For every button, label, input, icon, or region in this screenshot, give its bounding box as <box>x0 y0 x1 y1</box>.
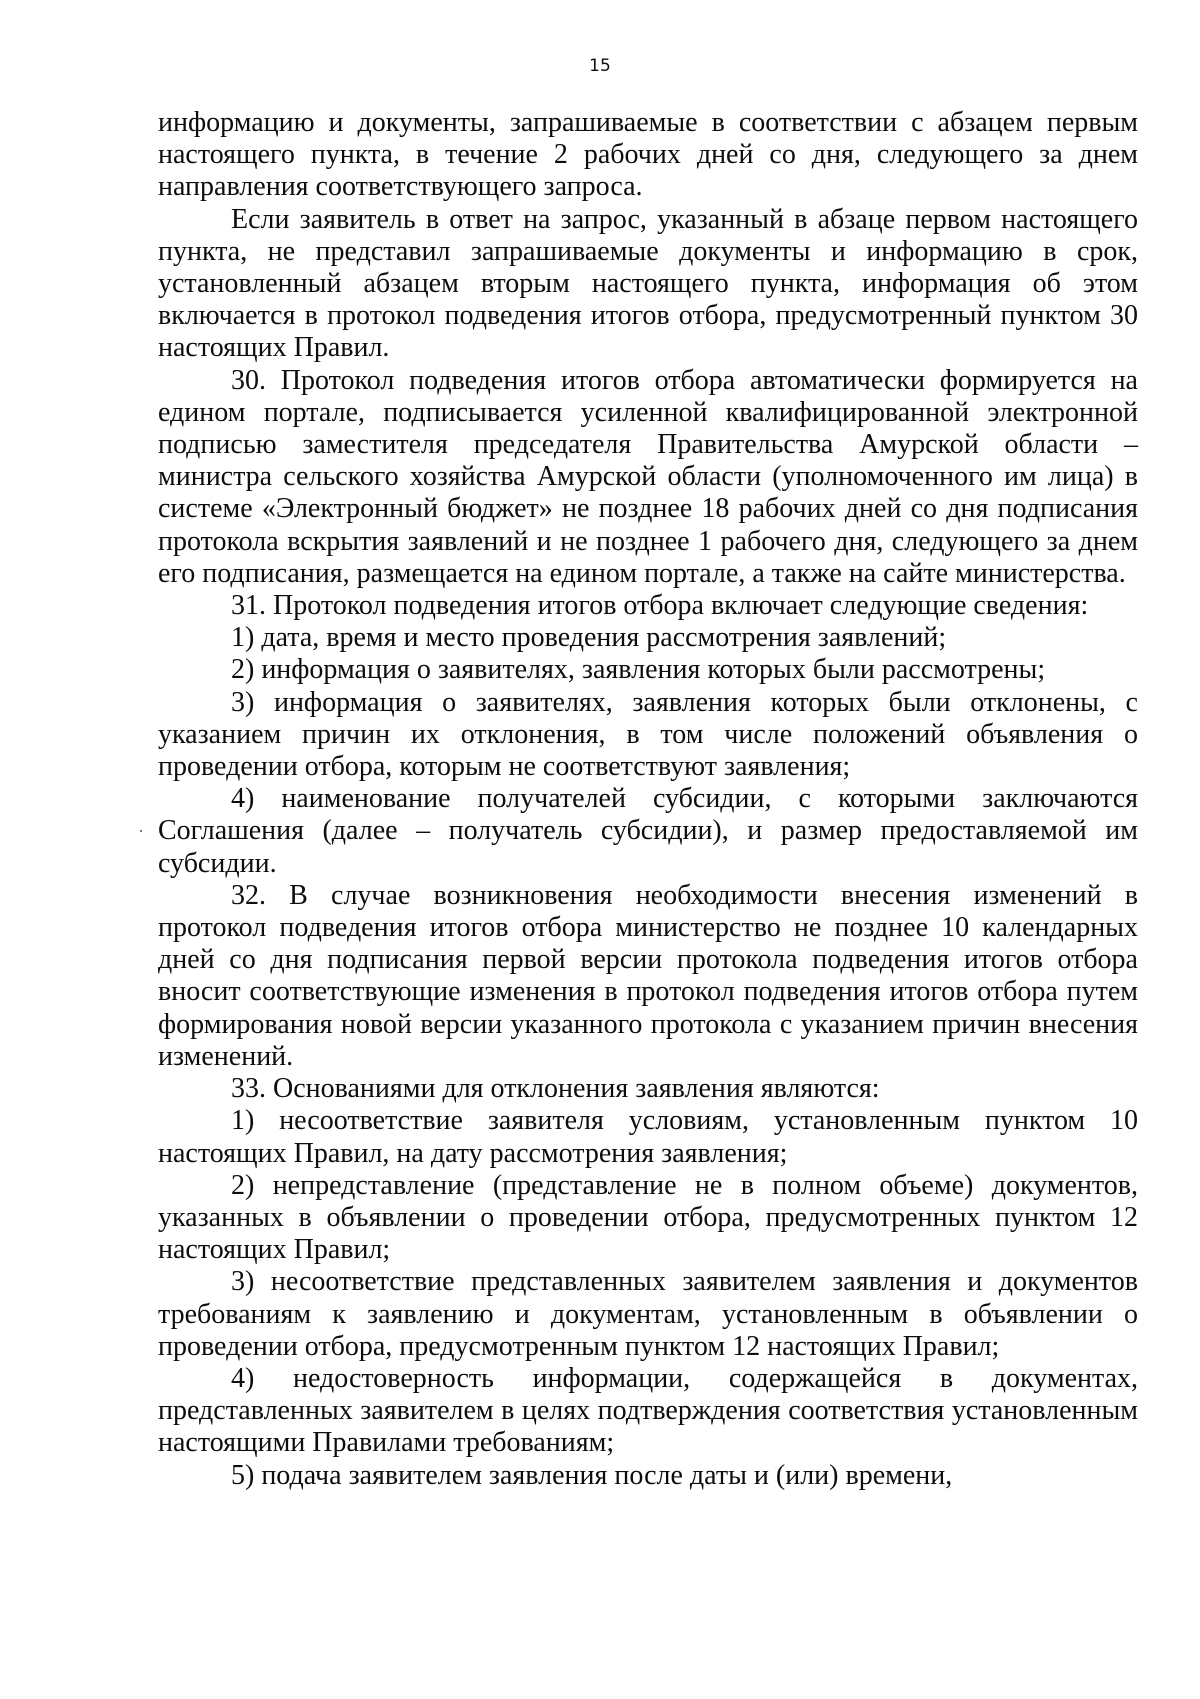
paragraph: Если заявитель в ответ на запрос, указанный в абзаце первом настоящего пункта, не представил запрашиваемые документы и информацию в срок, установленный абзацем вторым настоящего пункта, информация об этом включается в протокол подведения итогов отбора, предусмотренный пунктом 30 настоящих Правил. <box>158 203 1138 364</box>
paragraph-item-31: 31. Протокол подведения итогов отбора включает следующие сведения: <box>231 590 1089 622</box>
paragraph-item-33: 33. Основаниями для отклонения заявления являются: <box>231 1073 880 1105</box>
paragraph-subitem: 2) непредставление (представление не в полном объеме) документов, указанных в объявлении о проведении отбора, предусмотренных пунктом 12 настоящих Правил; <box>158 1169 1138 1266</box>
paragraph-item-32: 32. В случае возникновения необходимости внесения изменений в протокол подведения итогов отбора министерство не позднее 10 календарных дней со дня подписания первой версии протокола подведения итогов отбора вносит соответствующие изменения в протокол подведения итогов отбора путем формирования новой версии указанного протокола с указанием причин внесения изменений. <box>158 879 1138 1072</box>
paragraph-subitem: 1) дата, время и место проведения рассмотрения заявлений; <box>231 622 947 654</box>
paragraph-subitem: 3) несоответствие представленных заявителем заявления и документов требованиям к заявлению и документам, установленным в объявлении о проведении отбора, предусмотренным пунктом 12 настоящих Правил; <box>158 1266 1138 1362</box>
page-number: 15 <box>589 56 611 76</box>
paragraph-item-30: 30. Протокол подведения итогов отбора автоматически формируется на едином портале, подписывается усиленной квалифицированной электронной подписью заместителя председателя Правительства Амурской области – министра сельского хозяйства Амурской области (уполномоченного им лица) в системе «Электронный бюджет» не позднее 18 рабочих дней со дня подписания протокола вскрытия заявлений и не позднее 1 рабочего дня, следующего за днем его подписания, размещается на едином портале, а также на сайте министерства. <box>158 364 1138 589</box>
paragraph-subitem: 4) наименование получателей субсидии, с которыми заключаются Соглашения (далее – получатель субсидии), и размер предоставляемой им субсидии. <box>158 783 1138 879</box>
document-body <box>158 107 1138 1492</box>
paragraph-subitem: 2) информация о заявителях, заявления которых были рассмотрены; <box>231 654 1046 686</box>
scan-speck <box>140 830 142 832</box>
paragraph-continuation: информацию и документы, запрашиваемые в соответствии с абзацем первым настоящего пункта, в течение 2 рабочих дней со дня, следующего за днем направления соответствующего запроса. <box>158 107 1138 203</box>
paragraph-subitem: 3) информация о заявителях, заявления которых были отклонены, с указанием причин их отклонения, в том числе положений объявления о проведении отбора, которым не соответствуют заявления; <box>158 686 1138 783</box>
paragraph-subitem: 4) недостоверность информации, содержащейся в документах, представленных заявителем в целях подтверждения соответствия установленным настоящими Правилами требованиям; <box>158 1362 1138 1459</box>
paragraph-subitem: 1) несоответствие заявителя условиям, установленным пунктом 10 настоящих Правил, на дату рассмотрения заявления; <box>158 1105 1138 1169</box>
paragraph-subitem: 5) подача заявителем заявления после даты и (или) времени, <box>231 1459 953 1491</box>
